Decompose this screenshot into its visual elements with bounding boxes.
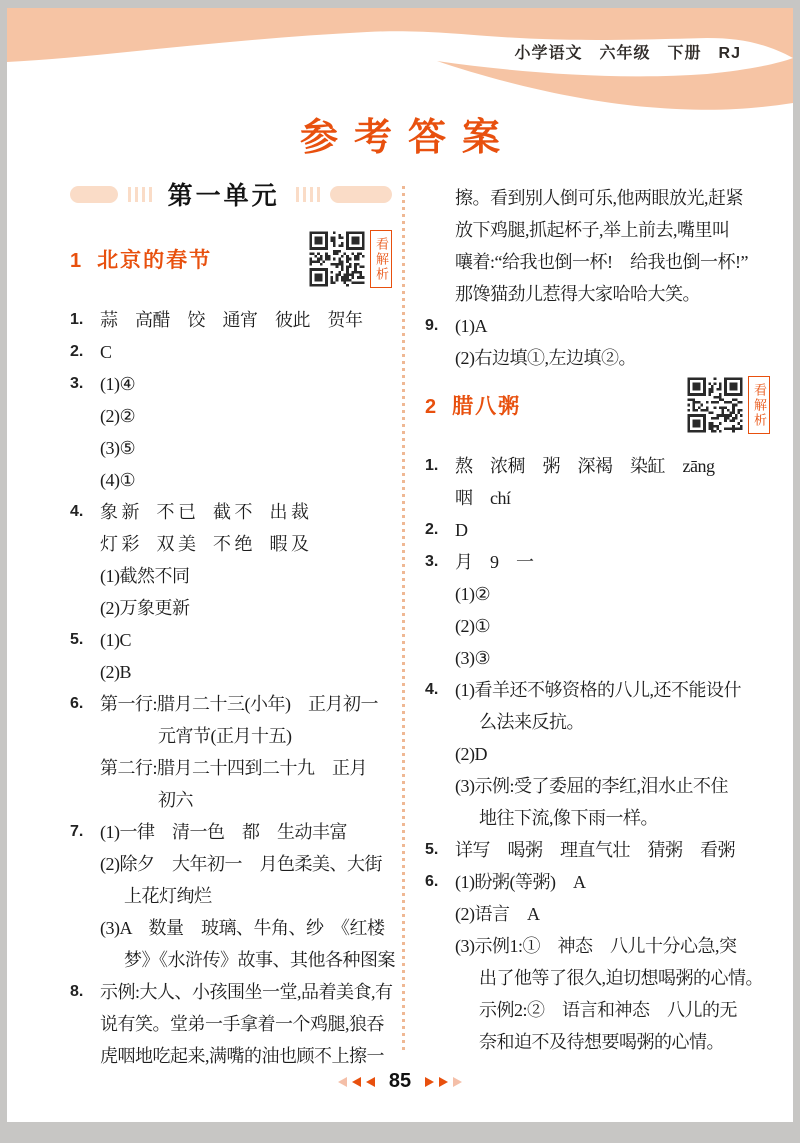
answer-number: 3. xyxy=(425,553,439,570)
right-column xyxy=(425,182,770,1058)
unit-header-bar-icon xyxy=(70,186,118,203)
answer-line: (2)右边填①,左边填②。 xyxy=(455,348,636,368)
answer-number: 1. xyxy=(425,457,439,474)
unit-title: 第一单元 xyxy=(167,182,280,210)
answer-line: (3)A 数量 玻璃、牛角、纱 《红楼 xyxy=(100,918,385,938)
answer-line: 示例:大人、小孩围坐一堂,品着美食,有 xyxy=(100,982,393,1002)
book-edition-label: 小学语文 六年级 下册 RJ xyxy=(514,45,741,62)
page-title: 参考答案 xyxy=(299,117,516,159)
answer-item xyxy=(70,368,392,496)
answer-line: (1)A xyxy=(455,316,487,336)
answer-line: 月 9 一 xyxy=(455,552,534,572)
answer-line: 那馋猫劲儿惹得大家哈哈大笑。 xyxy=(455,284,700,304)
answer-line: (1)看羊还不够资格的八儿,还不能设什 xyxy=(455,680,741,700)
answer-line: D xyxy=(455,520,468,540)
answer-line: (3)③ xyxy=(455,648,491,668)
answer-line: (2)万象更新 xyxy=(100,598,190,618)
lesson-header xyxy=(70,228,392,290)
answer-item xyxy=(70,496,392,624)
answer-item xyxy=(425,514,770,546)
answer-line: (1)盼粥(等粥) A xyxy=(455,872,586,892)
answer-item xyxy=(70,816,395,976)
qr-caption: 看解析 xyxy=(370,230,392,288)
unit-header-bar-icon xyxy=(330,186,392,203)
answer-number: 5. xyxy=(425,841,439,858)
answer-line: 元宵节(正月十五) xyxy=(158,726,292,746)
answer-line: 熬 浓稠 粥 深褐 染缸 zāng xyxy=(455,456,715,476)
answer-number: 3. xyxy=(70,375,84,392)
lesson-number: 2 xyxy=(425,396,437,418)
answer-line: 放下鸡腿,抓起杯子,举上前去,嘴里叫 xyxy=(455,220,730,240)
answer-item xyxy=(425,310,770,374)
answer-line: C xyxy=(100,342,112,362)
answer-number: 2. xyxy=(70,343,84,360)
unit-header xyxy=(70,182,392,210)
column-divider xyxy=(402,186,405,1052)
answer-number: 6. xyxy=(425,873,439,890)
answer-line: 第一行:腊月二十三(小年) 正月初一 xyxy=(100,694,378,714)
answer-line: (2)D xyxy=(455,744,487,764)
answer-line: 擦。看到别人倒可乐,他两眼放光,赶紧 xyxy=(455,188,743,208)
answer-number: 8. xyxy=(70,983,84,1000)
answer-line: 灯 彩 双 美 不 绝 暇 及 xyxy=(100,534,309,554)
lesson-title: 腊八粥 xyxy=(452,395,522,418)
answer-line: 么法来反抗。 xyxy=(479,712,584,732)
qr-caption: 看解析 xyxy=(748,376,770,434)
answer-item xyxy=(70,688,392,816)
answer-line: 奈和迫不及待想要喝粥的心情。 xyxy=(479,1032,724,1052)
answer-line: 咽 chí xyxy=(455,488,511,508)
answer-line: 初六 xyxy=(158,790,193,810)
answer-number: 2. xyxy=(425,521,439,538)
answer-line: 虎咽地吃起来,满嘴的油也顾不上擦一 xyxy=(100,1046,384,1066)
answer-number: 6. xyxy=(70,695,84,712)
left-column xyxy=(70,182,395,1072)
answer-line: 说有笑。堂弟一手拿着一个鸡腿,狼吞 xyxy=(100,1014,384,1034)
answer-columns xyxy=(7,182,793,1066)
answer-line: (2)除夕 大年初一 月色柔美、大街 xyxy=(100,854,382,874)
answer-item xyxy=(70,976,392,1072)
answer-line: (2)B xyxy=(100,662,131,682)
answer-line: 上花灯绚烂 xyxy=(124,886,212,906)
answer-number: 7. xyxy=(70,823,84,840)
page-number: 85 xyxy=(388,1070,412,1092)
next-arrows-icon xyxy=(425,1077,462,1087)
unit-header-stripes-icon xyxy=(128,187,152,202)
answer-number: 4. xyxy=(425,681,439,698)
answer-item xyxy=(425,834,770,866)
answer-line: 详写 喝粥 理直气壮 猜粥 看粥 xyxy=(455,840,735,860)
answer-line: (1)C xyxy=(100,630,131,650)
answer-item xyxy=(70,336,392,368)
answer-line: 嚷着:“给我也倒一杯! 给我也倒一杯!” xyxy=(455,252,748,272)
answer-line: (3)示例:受了委屈的李红,泪水止不住 xyxy=(455,776,728,796)
answer-number xyxy=(425,182,455,310)
answer-line: 象 新 不 已 截 不 出 裁 xyxy=(100,502,309,522)
answer-line: 示例2:② 语言和神态 八儿的无 xyxy=(479,1000,737,1020)
paper-sheet xyxy=(7,8,793,1122)
answer-line: (1)截然不同 xyxy=(100,566,190,586)
page-footer xyxy=(7,1070,793,1093)
answer-line: (2)② xyxy=(100,406,136,426)
answer-line: (1)④ xyxy=(100,374,136,394)
lesson-number: 1 xyxy=(70,250,82,272)
answer-number: 1. xyxy=(70,311,84,328)
answer-line: (2)语言 A xyxy=(455,904,540,924)
answer-line: (2)① xyxy=(455,616,491,636)
answer-item xyxy=(425,674,770,834)
answer-item xyxy=(70,304,392,336)
answer-line: 蒜 高醋 饺 通宵 彼此 贺年 xyxy=(100,310,363,330)
answer-item xyxy=(425,182,770,310)
answer-item xyxy=(425,450,770,514)
answer-line: (3)⑤ xyxy=(100,438,136,458)
answer-line: 梦》《水浒传》故事、其他各种图案 xyxy=(124,950,395,970)
answer-line: (3)示例1:① 神态 八儿十分心急,突 xyxy=(455,936,737,956)
answer-line: 第二行:腊月二十四到二十九 正月 xyxy=(100,758,367,778)
answer-line: 地往下流,像下雨一样。 xyxy=(479,808,658,828)
answer-line: (1)② xyxy=(455,584,491,604)
answer-number: 9. xyxy=(425,317,439,334)
answer-item xyxy=(425,546,770,674)
answer-line: 出了他等了很久,迫切想喝粥的心情。 xyxy=(479,968,763,988)
prev-arrows-icon xyxy=(338,1077,375,1087)
qr-code xyxy=(308,230,366,288)
lesson-header xyxy=(425,374,770,436)
answer-line: (4)① xyxy=(100,470,136,490)
lesson-title: 北京的春节 xyxy=(97,249,213,272)
answer-number: 4. xyxy=(70,503,84,520)
answer-item xyxy=(70,624,392,688)
answer-line: (1)一律 清一色 都 生动丰富 xyxy=(100,822,347,842)
qr-code xyxy=(686,376,744,434)
answer-item xyxy=(425,866,770,1058)
answer-number: 5. xyxy=(70,631,84,648)
unit-header-stripes-icon xyxy=(296,187,320,202)
